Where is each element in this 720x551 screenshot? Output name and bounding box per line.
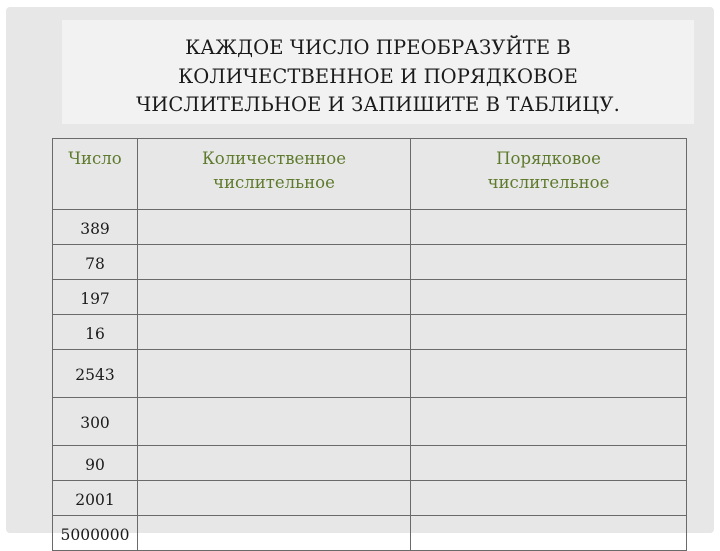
cardinal-cell[interactable] (138, 398, 411, 446)
number-cell: 2001 (53, 481, 138, 516)
title-line-1: КАЖДОЕ ЧИСЛО ПРЕОБРАЗУЙТЕ В (185, 36, 571, 59)
cardinal-cell[interactable] (138, 350, 411, 398)
table-row (53, 398, 687, 446)
header-cardinal-line-2: числительное (213, 173, 335, 192)
table-row (53, 210, 687, 245)
header-cardinal-line-1: Количественное (202, 149, 346, 168)
number-cell: 16 (53, 315, 138, 350)
header-number (53, 139, 138, 210)
cardinal-cell[interactable] (138, 516, 411, 551)
header-cardinal (138, 139, 411, 210)
cardinal-cell[interactable] (138, 245, 411, 280)
ordinal-cell[interactable] (411, 210, 687, 245)
cardinal-cell[interactable] (138, 446, 411, 481)
number-cell: 78 (53, 245, 138, 280)
cardinal-cell[interactable] (138, 280, 411, 315)
ordinal-cell[interactable] (411, 280, 687, 315)
title-line-2: КОЛИЧЕСТВЕННОЕ И ПОРЯДКОВОЕ (178, 64, 578, 88)
header-ordinal-line-1: Порядковое (496, 149, 601, 168)
header-ordinal (411, 139, 687, 210)
slide-title (62, 34, 694, 120)
table-row (53, 245, 687, 280)
table-header-row (53, 139, 687, 210)
cardinal-cell[interactable] (138, 315, 411, 350)
cardinal-cell[interactable] (138, 210, 411, 245)
number-cell: 2543 (53, 350, 138, 398)
cardinal-cell[interactable] (138, 481, 411, 516)
table-row (53, 446, 687, 481)
table-row (53, 481, 687, 516)
ordinal-cell[interactable] (411, 315, 687, 350)
table-row (53, 315, 687, 350)
ordinal-cell[interactable] (411, 350, 687, 398)
number-cell: 90 (53, 446, 138, 481)
ordinal-cell[interactable] (411, 481, 687, 516)
number-cell: 389 (53, 210, 138, 245)
table-row (53, 350, 687, 398)
title-line-3: ЧИСЛИТЕЛЬНОЕ И ЗАПИШИТЕ В ТАБЛИЦУ. (136, 93, 620, 116)
ordinal-cell[interactable] (411, 516, 687, 551)
number-cell: 300 (53, 398, 138, 446)
number-cell: 197 (53, 280, 138, 315)
ordinal-cell[interactable] (411, 446, 687, 481)
ordinal-cell[interactable] (411, 245, 687, 280)
numerals-table (52, 138, 687, 551)
table-row (53, 516, 687, 551)
header-number-line-1: Число (68, 149, 122, 168)
number-cell: 5000000 (53, 516, 138, 551)
header-ordinal-line-2: числительное (487, 173, 610, 192)
ordinal-cell[interactable] (411, 398, 687, 446)
table-row (53, 280, 687, 315)
